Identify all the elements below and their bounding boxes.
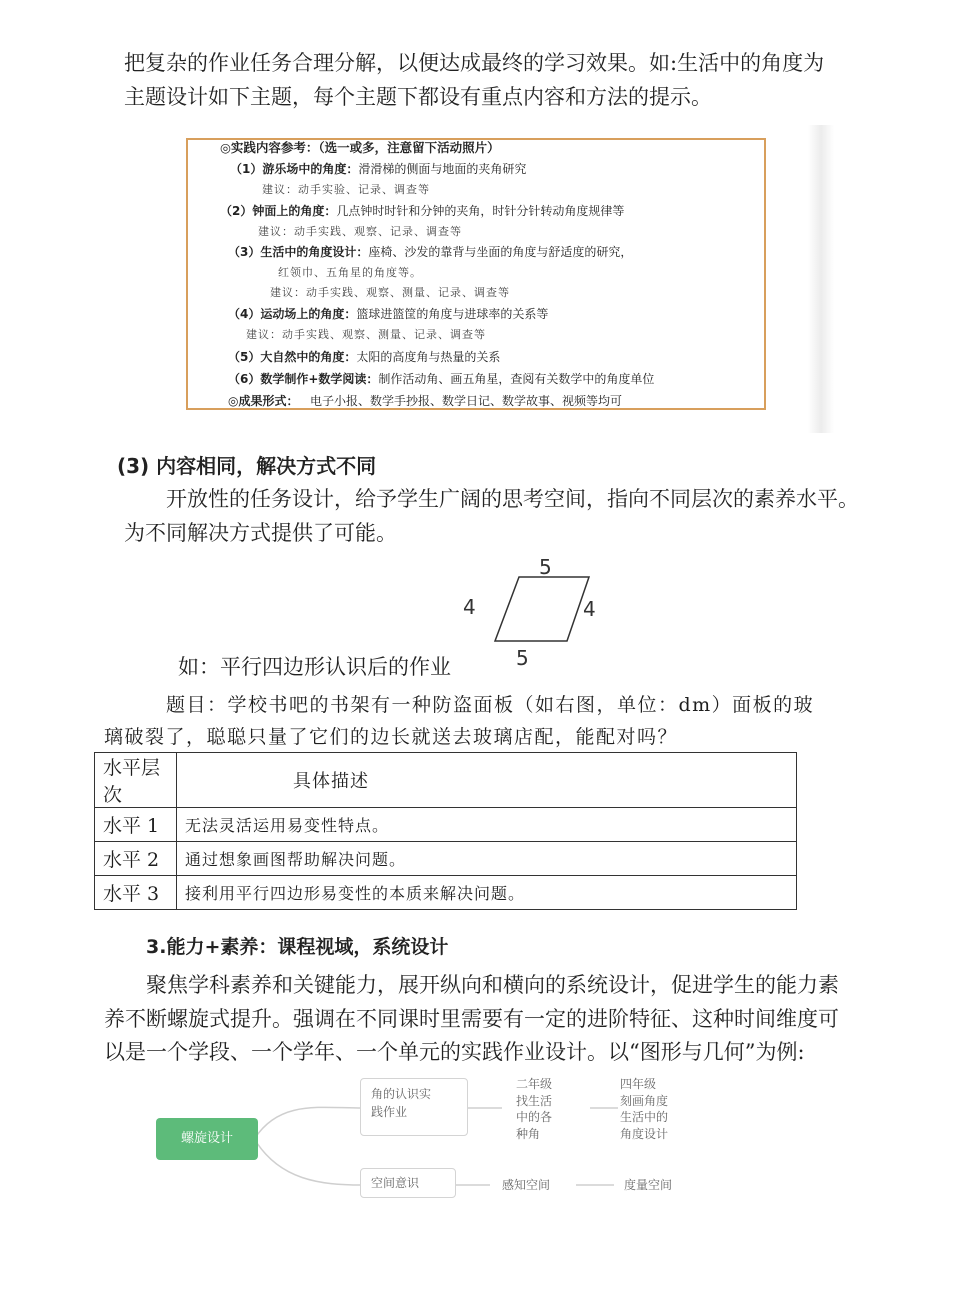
reference-box-title: ◎实践内容参考：（选一或多，注意留下活动照片）	[220, 140, 500, 155]
reference-item-2: （2）钟面上的角度：几点钟时时针和分钟的夹角，时针分针转动角度规律等	[220, 204, 625, 218]
ability-line-1: 聚焦学科素养和关键能力，展开纵向和横向的系统设计，促进学生的能力素	[146, 973, 839, 997]
reference-item-3: （3）生活中的角度设计：座椅、沙发的靠背与坐面的角度与舒适度的研究，	[228, 245, 633, 259]
parallelogram-label-right: 4	[583, 597, 596, 621]
ability-line-2: 养不断螺旋式提升。强调在不同课时里需要有一定的进阶特征、这种时间维度可	[104, 1007, 839, 1031]
intro-line-2: 主题设计如下主题，每个主题下都设有重点内容和方法的提示。	[124, 85, 712, 109]
table-cell-description: 通过想象画图帮助解决问题。	[177, 842, 797, 876]
intro-line-1: 把复杂的作业任务合理分解，以便达成最终的学习效果。如:生活中的角度为	[124, 51, 825, 75]
reference-result: ◎成果形式： 电子小报、数学手抄报、数学日记、数学故事、视频等均可	[228, 394, 622, 408]
table-header-row	[95, 753, 797, 808]
example-caption: 如：平行四边形认识后的作业	[178, 655, 451, 679]
scan-shade	[808, 125, 834, 433]
reference-item-4: （4）运动场上的角度：篮球进篮筐的角度与进球率的关系等	[228, 307, 549, 321]
parallelogram-label-top: 5	[539, 555, 552, 579]
table-row	[95, 842, 797, 876]
ability-heading: 3.能力+素养：课程视域，系统设计	[146, 936, 449, 958]
parallelogram-label-left: 4	[463, 595, 476, 619]
problem-line-1: 题目：学校书吧的书架有一种防盗面板（如右图，单位：dm）面板的玻	[166, 694, 815, 716]
mindmap-branch-space: 空间意识	[360, 1168, 456, 1198]
table-cell-description: 接利用平行四边形易变性的本质来解决问题。	[177, 876, 797, 910]
reference-item-3-hint: 建议：动手实践、观察、测量、记录、调查等	[270, 286, 510, 299]
parallelogram-figure	[455, 550, 605, 675]
table-header-level: 水平层次	[95, 753, 177, 808]
practice-reference-box	[186, 138, 766, 410]
table-cell-description: 无法灵活运用易变性特点。	[177, 808, 797, 842]
levels-table	[94, 752, 797, 910]
reference-item-3-desc2: 红领巾、五角星的角度等。	[278, 266, 422, 279]
parallelogram-label-bottom: 5	[516, 646, 529, 670]
table-cell-level: 水平 2	[95, 842, 177, 876]
parallelogram-shape	[495, 577, 589, 641]
mindmap-branch-angle-line-2: 践作业	[371, 1105, 408, 1119]
mindmap-grade4: 四年级 刻画角度 生活中的 角度设计	[620, 1077, 669, 1141]
mindmap-branch-angle-line-1: 角的认识实	[371, 1087, 432, 1101]
mindmap-root: 螺旋设计	[156, 1118, 258, 1160]
reference-item-1-hint: 建议：动手实验、记录、调查等	[262, 183, 430, 196]
reference-item-4-hint: 建议：动手实践、观察、测量、记录、调查等	[246, 328, 486, 341]
reference-item-5: （5）大自然中的角度：太阳的高度角与热量的关系	[228, 350, 501, 364]
mindmap-branch-angle	[360, 1078, 468, 1136]
section-3-heading: (3) 内容相同，解决方式不同	[117, 454, 377, 478]
reference-item-1: （1）游乐场中的角度：滑滑梯的侧面与地面的夹角研究	[230, 162, 527, 176]
ability-line-3: 以是一个学段、一个学年、一个单元的实践作业设计。以“图形与几何”为例:	[104, 1040, 805, 1064]
reference-item-6: （6）数学制作+数学阅读：制作活动角、画五角星，查阅有关数学中的角度单位	[228, 372, 655, 386]
section-3-para-line-1: 开放性的任务设计，给予学生广阔的思考空间，指向不同层次的素养水平。	[166, 487, 859, 511]
reference-item-2-hint: 建议：动手实践、观察、记录、调查等	[258, 225, 462, 238]
table-header-description: 具体描述	[177, 753, 797, 808]
section-3-para-line-2: 为不同解决方式提供了可能。	[124, 521, 397, 545]
table-cell-level: 水平 3	[95, 876, 177, 910]
table-row	[95, 808, 797, 842]
table-cell-level: 水平 1	[95, 808, 177, 842]
mindmap-step-measure: 度量空间	[624, 1178, 673, 1192]
mindmap-step-perceive: 感知空间	[502, 1178, 551, 1192]
problem-line-2: 璃破裂了，聪聪只量了它们的边长就送去玻璃店配，能配对吗？	[104, 726, 679, 748]
mindmap-grade2: 二年级 找生活 中的各 种角	[516, 1077, 553, 1141]
table-row	[95, 876, 797, 910]
